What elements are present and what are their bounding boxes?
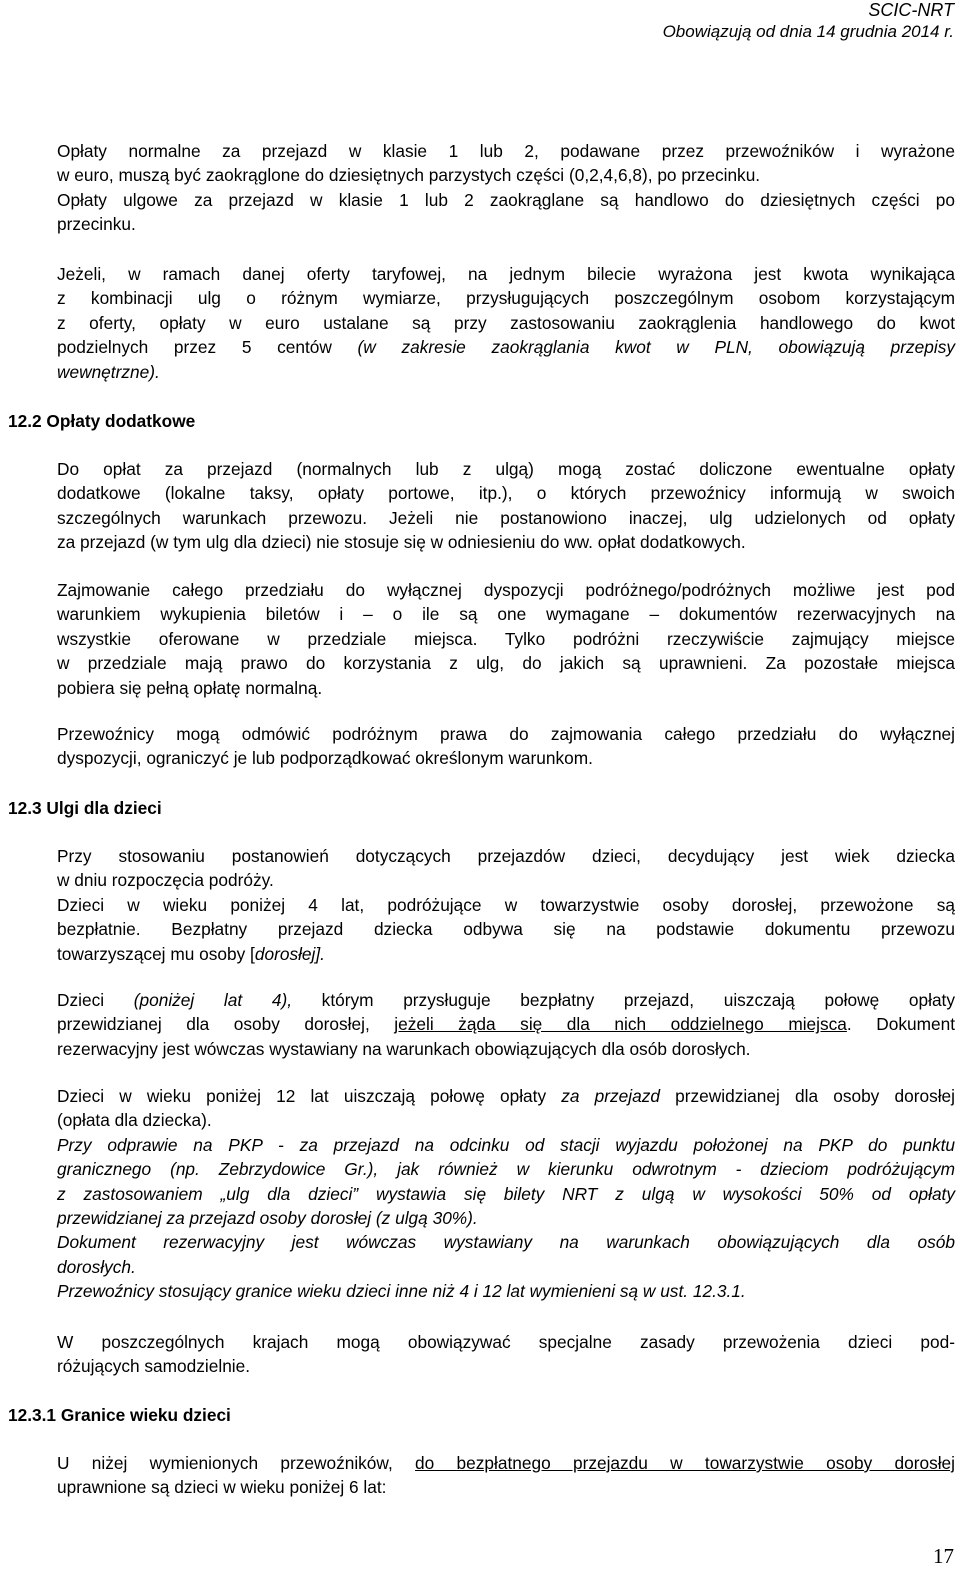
text-line: W poszczególnych krajach mogą obowiązywać specjalne zasady przewożenia dzieci pod- — [57, 1332, 955, 1352]
paragraph-rounding-normal — [57, 139, 955, 237]
text-line: Jeżeli, w ramach danej oferty taryfowej, na jednym bilecie wyrażona jest kwota wynikająca — [57, 264, 955, 284]
text-segment: towarzyszącej mu osoby [ — [57, 943, 255, 964]
section-heading-12-3-1: 12.3.1 Granice wieku dzieci — [8, 1405, 231, 1425]
paragraph-additional-fees — [57, 457, 955, 555]
page-number: 17 — [933, 1544, 954, 1568]
text-segment: Dzieci w wieku poniżej 12 lat uiszczają połowę opłaty — [57, 1086, 562, 1106]
text-line: w dniu rozpoczęcia podróży. — [57, 870, 274, 891]
text-line: w euro, muszą być zaokrąglone do dziesiętnych parzystych części (0,2,4,6,8), po przecinku. — [57, 165, 761, 186]
text-line: dodatkowe (lokalne taksy, opłaty portowe, itp.), o których przewoźnicy informują w swoich — [57, 483, 955, 504]
page-header — [663, 0, 954, 42]
paragraph-unaccompanied-children — [57, 1330, 955, 1379]
text-segment: przewidzianej dla osoby dorosłej — [660, 1086, 955, 1106]
text-line: Do opłat za przejazd (normalnych lub z ulgą) mogą zostać doliczone ewentualne opłaty — [57, 459, 955, 479]
text-line — [57, 942, 955, 966]
paragraph-children-under-12 — [57, 1084, 955, 1304]
text-line: przewidzianej za przejazd osoby dorosłej (z ulgą 30%). — [57, 1208, 478, 1229]
text-line: wewnętrzne). — [57, 361, 160, 382]
text-line: (opłata dla dziecka). — [57, 1110, 212, 1131]
italic-segment: za przejazd — [561, 1086, 660, 1106]
text-line — [57, 988, 955, 1012]
text-line: wszystkie oferowane w przedziale miejsca. Tylko podróżni rzeczywiście zajmujący miejsce — [57, 628, 955, 649]
italic-segment: (poniżej lat 4), — [133, 990, 293, 1010]
text-line: za przejazd (w tym ulg dla dzieci) nie stosuje się w odniesieniu do ww. opłat dodatkowych. — [57, 532, 746, 553]
text-line: przecinku. — [57, 214, 136, 235]
text-line: uprawnione są dzieci w wieku poniżej 6 lat: — [57, 1477, 387, 1498]
text-line: Opłaty normalne za przejazd w klasie 1 lub 2, podawane przez przewoźników i wyrażone — [57, 141, 955, 161]
text-line: w przedziale mają prawo do korzystania z ulg, do jakich są uprawnieni. Za pozostałe miejsca — [57, 653, 955, 674]
paragraph-carrier-refusal — [57, 722, 955, 771]
text-line: szczególnych warunkach przewozu. Jeżeli nie postanowiono inaczej, ulg udzielonych od opłaty — [57, 507, 955, 528]
text-line: granicznego (np. Zebrzydowice Gr.), jak również w kierunku odwrotnym - dzieciom podróżującym — [57, 1159, 955, 1180]
text-segment: . Dokument — [846, 1014, 955, 1035]
text-line: dorosłych. — [57, 1256, 136, 1277]
paragraph-whole-compartment — [57, 578, 955, 700]
text-line: warunkiem wykupienia biletów i – o ile są one wymagane – dokumentów rezerwacyjnych na — [57, 604, 955, 625]
text-line: Opłaty ulgowe za przejazd w klasie 1 lub 2 zaokrąglane są handlowo do dziesiętnych części po — [57, 189, 955, 210]
text-line: Zajmowanie całego przedziału do wyłącznej dyspozycji podróżnego/podróżnych możliwe jest pod — [57, 580, 955, 600]
text-line: różujących samodzielnie. — [57, 1356, 251, 1377]
text-line — [57, 1012, 955, 1036]
text-line: z oferty, opłaty w euro ustalane są przy zastosowaniu zaokrąglenia handlowego do kwot — [57, 312, 955, 333]
paragraph-children-seat — [57, 988, 955, 1061]
text-line: z zastosowaniem „ulg dla dzieci” wystawia się bilety NRT z ulgą w wysokości 50% od opłaty — [57, 1183, 955, 1204]
text-line: Przewoźnicy stosujący granice wieku dzieci inne niż 4 i 12 lat wymienieni są w ust. 12.3.1. — [57, 1281, 746, 1302]
paragraph-age-limits — [57, 1451, 955, 1500]
section-heading-12-2: 12.2 Opłaty dodatkowe — [8, 411, 196, 431]
text-segment: U niżej wymienionych przewoźników, — [57, 1453, 416, 1473]
paragraph-children-age — [57, 844, 955, 966]
text-line — [57, 1451, 955, 1475]
text-line — [57, 1084, 955, 1108]
header-doc-code: SCIC-NRT — [868, 0, 954, 20]
text-line: Przy odprawie na PKP - za przejazd na odcinku od stacji wyjazdu położonej na PKP do punktu — [57, 1134, 955, 1155]
section-heading-12-3: 12.3 Ulgi dla dzieci — [8, 798, 162, 818]
text-line — [57, 335, 955, 359]
underlined-segment: jeżeli żąda się dla nich oddzielnego miejsca — [394, 1014, 847, 1035]
text-segment: podzielnych przez 5 centów — [57, 337, 358, 358]
text-line: Dokument rezerwacyjny jest wówczas wystawiany na warunkach obowiązujących dla osób — [57, 1232, 955, 1253]
text-line: Dzieci w wieku poniżej 4 lat, podróżujące w towarzystwie osoby dorosłej, przewożone są — [57, 894, 955, 915]
paragraph-rounding-combined — [57, 262, 955, 384]
text-segment: Dzieci — [57, 990, 134, 1010]
text-line: bezpłatnie. Bezpłatny przejazd dziecka odbywa się na podstawie dokumentu przewozu — [57, 919, 955, 940]
text-line: rezerwacyjny jest wówczas wystawiany na warunkach obowiązujących dla osób dorosłych. — [57, 1038, 751, 1059]
text-line: pobiera się pełną opłatę normalną. — [57, 677, 323, 698]
italic-segment: (w zakresie zaokrąglania kwot w PLN, obowiązują przepisy — [357, 337, 955, 358]
text-line: z kombinacji ulg o różnym wymiarze, przysługujących poszczególnym osobom korzystającym — [57, 288, 955, 309]
italic-segment: dorosłej]. — [254, 943, 325, 964]
text-segment: przewidzianej dla osoby dorosłej, — [57, 1014, 395, 1035]
text-line: Przewoźnicy mogą odmówić podróżnym prawa do zajmowania całego przedziału do wyłącznej — [57, 724, 955, 744]
text-line: Przy stosowaniu postanowień dotyczących przejazdów dzieci, decydujący jest wiek dziecka — [57, 846, 955, 866]
header-validity-date: Obowiązują od dnia 14 grudnia 2014 r. — [662, 22, 954, 41]
text-segment: którym przysługuje bezpłatny przejazd, uiszczają połowę opłaty — [292, 990, 955, 1010]
underlined-segment: do bezpłatnego przejazdu w towarzystwie osoby dorosłej — [415, 1453, 956, 1473]
text-line: dyspozycji, ograniczyć je lub podporządkować określonym warunkom. — [57, 748, 593, 769]
